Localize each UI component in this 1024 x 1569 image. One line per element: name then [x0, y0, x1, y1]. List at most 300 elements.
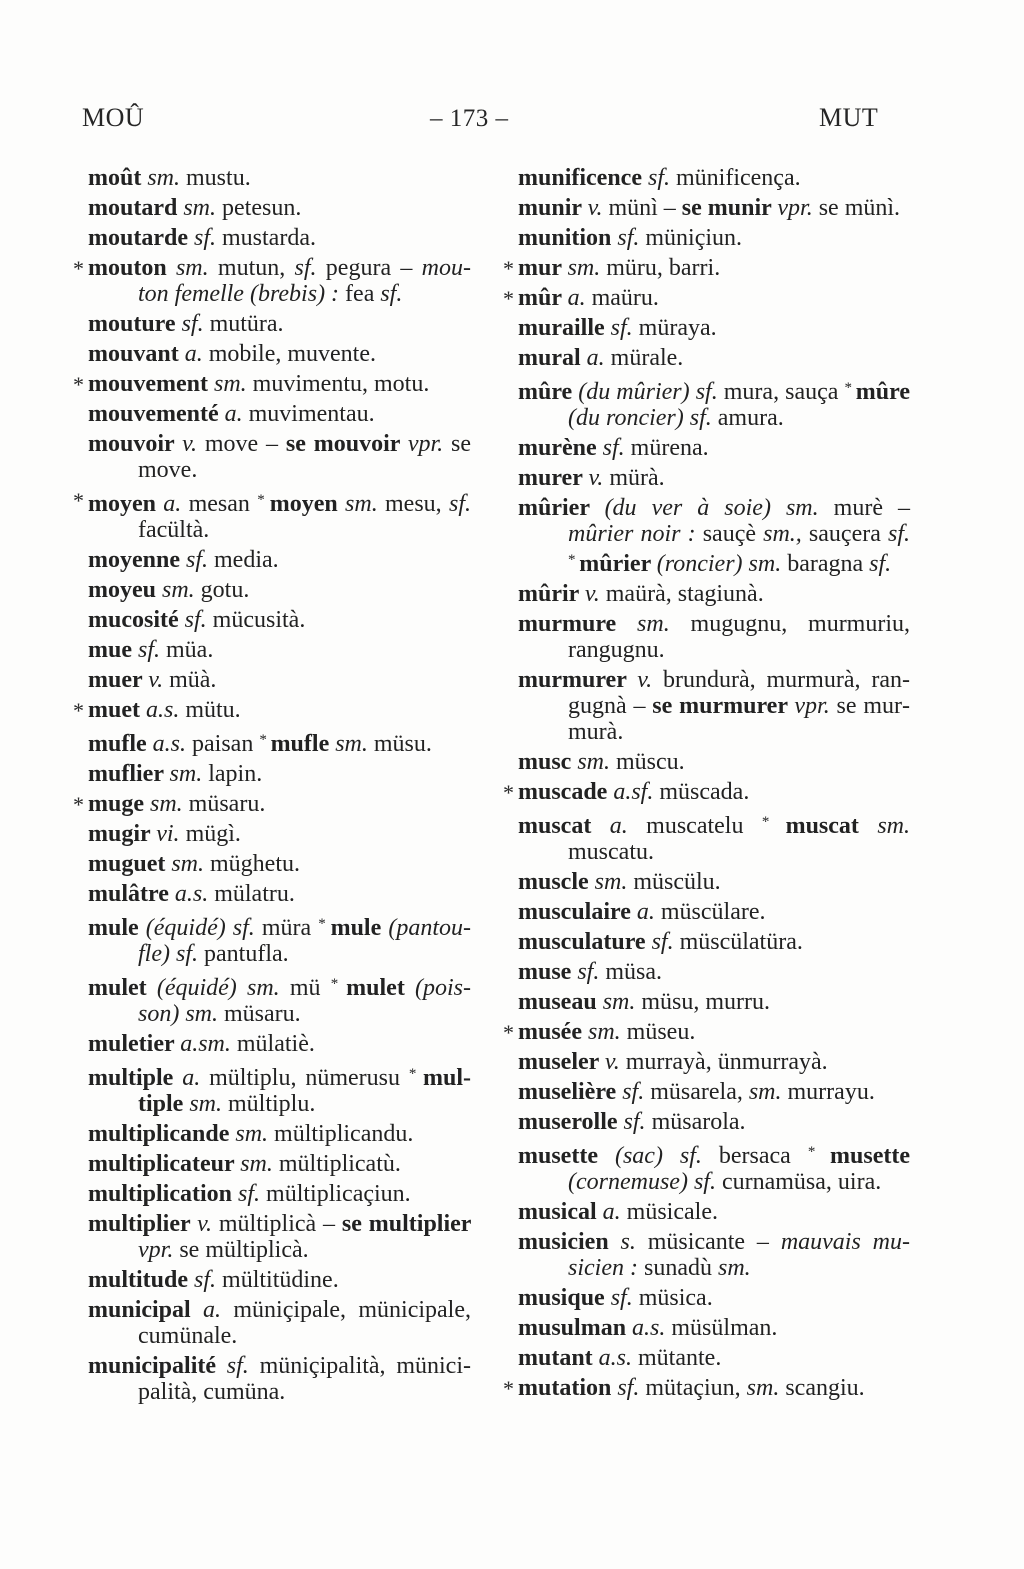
text-segment: musette [830, 1143, 911, 1169]
text-segment: musulman [518, 1315, 633, 1341]
dictionary-entry [518, 581, 910, 607]
text-segment: sf. [651, 929, 680, 955]
text-segment: mustarda. [222, 225, 316, 251]
text-segment: muscle [518, 869, 595, 895]
text-segment: mûr [518, 285, 568, 311]
text-segment: murène [518, 435, 603, 461]
text-segment: murrayà, ünmurrayà. [625, 1049, 828, 1075]
text-segment: fea [345, 281, 381, 307]
text-segment: mutun, [217, 255, 295, 281]
text-segment: munificence [518, 165, 648, 191]
text-segment: muscade [518, 779, 614, 805]
text-segment: maüru. [591, 285, 659, 311]
text-segment: sf. [138, 637, 167, 663]
column-left [73, 165, 472, 1409]
text-segment: sm. [213, 371, 253, 397]
dictionary-entry [88, 911, 471, 967]
text-segment: a.s. [632, 1315, 672, 1341]
dictionary-entry [88, 577, 471, 603]
text-segment: mültiplicà – [218, 1211, 342, 1237]
text-segment: gotu. [200, 577, 250, 603]
text-segment: mouton femelle (brebis) : [138, 255, 471, 307]
text-segment: a. [636, 899, 661, 925]
text-segment: a.s. [174, 881, 215, 907]
dictionary-entry [88, 1151, 471, 1177]
text-segment: multiplier [88, 1211, 198, 1237]
dictionary-entry [518, 959, 910, 985]
text-segment: sm. [746, 1375, 786, 1401]
text-segment: mültiplicaçiun. [266, 1181, 411, 1207]
guide-word-right: MUT [819, 103, 879, 132]
text-segment: müsicale. [626, 1199, 718, 1225]
dictionary-entry [518, 899, 910, 925]
dictionary-entry [88, 667, 471, 693]
text-segment: sf. [610, 1285, 639, 1311]
text-segment: a.s. [598, 1345, 639, 1371]
text-segment: municipal [88, 1297, 204, 1323]
text-segment: müscada. [659, 779, 750, 805]
text-segment: mouvementé [88, 401, 225, 427]
dictionary-entry [88, 1267, 471, 1293]
text-segment: se munir [681, 195, 778, 221]
text-segment: sm. [235, 1121, 275, 1147]
page-number: – 173 – [430, 105, 509, 132]
dictionary-entry [518, 1139, 910, 1195]
text-segment: mue [88, 637, 138, 663]
text-segment: a. [182, 1065, 210, 1091]
column-right [503, 165, 911, 1405]
dictionary-entry [518, 435, 910, 461]
text-segment: multiplicateur [88, 1151, 241, 1177]
text-segment: mesu, [385, 491, 449, 517]
dictionary-entry [518, 315, 910, 341]
text-segment: muse [518, 959, 578, 985]
dictionary-entry [518, 165, 910, 191]
text-segment: sunadù [643, 1255, 718, 1281]
text-segment: müsu, murru. [641, 989, 771, 1015]
text-segment: müà. [169, 667, 217, 693]
text-segment: sm. [717, 1255, 751, 1281]
text-segment: müsülman. [671, 1315, 778, 1341]
text-segment: facültà. [138, 517, 210, 543]
text-segment: mütu. [185, 697, 241, 723]
dictionary-entry [518, 1199, 910, 1225]
dictionary-entry [518, 869, 910, 895]
dictionary-entry [503, 285, 910, 311]
text-segment: muserolle [518, 1109, 624, 1135]
dictionary-entry [518, 1229, 910, 1281]
text-segment: museler [518, 1049, 605, 1075]
text-segment: sf. [294, 255, 326, 281]
text-segment: mouvement [88, 371, 214, 397]
dictionary-entry [518, 929, 910, 955]
text-segment: sf. [887, 521, 910, 547]
text-segment: sf. [181, 311, 210, 337]
dictionary-entry [518, 495, 910, 577]
dictionary-entry [518, 1079, 910, 1105]
text-segment: v. [182, 431, 205, 457]
dictionary-entry [518, 611, 910, 663]
text-segment: sm. [637, 611, 691, 637]
dictionary-entry [88, 165, 471, 191]
text-segment: mur [518, 255, 568, 281]
dictionary-entry [503, 255, 910, 281]
text-segment: munition [518, 225, 618, 251]
text-segment: münì – [608, 195, 682, 221]
inline-asterisk-separator: * [330, 976, 347, 992]
text-segment: mültiplu. [228, 1091, 316, 1117]
text-segment: muraille [518, 315, 611, 341]
text-segment: mauvais musicien : [568, 1229, 911, 1281]
dictionary-entry [88, 1211, 471, 1263]
text-segment: müsarela, [650, 1079, 749, 1105]
text-segment: müsa. [605, 959, 663, 985]
text-segment: curnamüsa, uira. [721, 1169, 882, 1195]
dictionary-entry [88, 1181, 471, 1207]
dictionary-entry [73, 697, 471, 723]
dictionary-entry [88, 971, 471, 1027]
text-segment: sm. [169, 761, 209, 787]
text-segment: brundurà, murmurà, rangugnà – [568, 667, 910, 719]
dictionary-entry [518, 749, 910, 775]
dictionary-entry [88, 1031, 471, 1057]
text-segment: a. [586, 345, 611, 371]
text-segment: musc [518, 749, 578, 775]
text-segment: sf. [238, 1181, 267, 1207]
margin-asterisk-marker: * [503, 1376, 514, 1401]
dictionary-entry [88, 195, 471, 221]
text-segment: muguet [88, 851, 172, 877]
dictionary-entry [518, 1109, 910, 1135]
text-segment: v. [604, 1049, 626, 1075]
dictionary-entry [73, 371, 471, 397]
text-segment: müscülu. [633, 869, 721, 895]
text-segment: se murmurà. [568, 693, 910, 745]
dictionary-entry [88, 761, 471, 787]
margin-asterisk-marker: * [73, 372, 84, 397]
text-segment: baragna [787, 551, 870, 577]
dictionary-entry [88, 607, 471, 633]
text-segment: müniçiun. [645, 225, 743, 251]
text-segment: moyeu [88, 577, 162, 603]
text-segment: vpr. [138, 1237, 180, 1263]
dictionary-entry [88, 727, 471, 757]
text-segment: muscat [518, 813, 610, 839]
text-segment: sm. [162, 577, 201, 603]
dictionary-entry [503, 779, 910, 805]
dictionary-entry [88, 1121, 471, 1147]
dictionary-entry [518, 375, 910, 431]
text-segment: moutarde [88, 225, 194, 251]
text-segment: (équidé) sf. [145, 915, 262, 941]
text-segment: mûrier [518, 495, 605, 521]
dictionary-entry [518, 345, 910, 371]
dictionary-entry [518, 225, 910, 251]
text-segment: müra [261, 915, 319, 941]
text-segment: multiple [138, 1065, 472, 1117]
text-segment: müniçipalità, münicipalità, cumüna. [138, 1353, 471, 1405]
text-segment: (pantoufle) sf. [138, 915, 472, 967]
text-segment: v. [148, 667, 170, 693]
text-segment: munir [518, 195, 588, 221]
text-segment: mürà. [609, 465, 665, 491]
margin-asterisk-marker: * [73, 792, 84, 817]
page-header [82, 103, 910, 135]
text-segment: sf. [577, 959, 606, 985]
text-segment: sm. [150, 791, 189, 817]
text-segment: pantufla. [204, 941, 289, 967]
text-segment: vpr. [777, 195, 819, 221]
text-segment: murmurer [518, 667, 638, 693]
dictionary-entry [518, 195, 910, 221]
text-segment: a. [163, 491, 189, 517]
text-segment: sf. [448, 491, 471, 517]
text-segment: sm. [335, 731, 374, 757]
text-segment: sm. [345, 491, 386, 517]
dictionary-entry [88, 881, 471, 907]
text-segment: müsica. [638, 1285, 713, 1311]
text-segment: muscatelu [646, 813, 762, 839]
text-segment: sauçè [702, 521, 764, 547]
text-segment: moyen [88, 491, 164, 517]
text-segment: (du ver à soie) sm. [604, 495, 834, 521]
text-segment: mülatru. [214, 881, 295, 907]
text-segment: v. [197, 1211, 219, 1237]
text-segment: paisan [192, 731, 260, 757]
text-segment: mural [518, 345, 587, 371]
text-segment: murè – [833, 495, 911, 521]
inline-asterisk-separator: * [568, 552, 580, 568]
text-segment: muge [88, 791, 150, 817]
text-segment: musique [518, 1285, 611, 1311]
text-segment: muer [88, 667, 149, 693]
text-segment: sf. [194, 1267, 223, 1293]
text-segment: mouvant [88, 341, 185, 367]
inline-asterisk-separator: * [318, 916, 331, 932]
text-segment: (sac) sf. [614, 1143, 719, 1169]
text-segment: münificença. [676, 165, 801, 191]
text-segment: scangiu. [785, 1375, 865, 1401]
text-segment: müghetu. [210, 851, 301, 877]
text-segment: a.sm. [180, 1031, 237, 1057]
text-segment: sm. [748, 1079, 788, 1105]
text-segment: mûre [855, 379, 911, 405]
text-segment: musculaire [518, 899, 637, 925]
text-segment: mûrier noir : [568, 521, 703, 547]
text-segment: muet [88, 697, 146, 723]
text-segment: müscu. [616, 749, 685, 775]
text-segment: municipalité [88, 1353, 227, 1379]
dictionary-entry [73, 255, 471, 307]
text-segment: media. [214, 547, 279, 573]
inline-asterisk-separator: * [257, 492, 270, 508]
text-segment: multitude [88, 1267, 195, 1293]
text-segment: mugugnu, murmuriu, rangugnu. [568, 611, 911, 663]
text-segment: (poisson) sm. [138, 975, 471, 1027]
text-segment: müsicante – [647, 1229, 781, 1255]
text-segment: mürena. [630, 435, 709, 461]
text-segment: se move. [138, 431, 472, 483]
text-segment: mufle [270, 731, 336, 757]
text-segment: sf. [617, 225, 646, 251]
text-segment: se mültiplicà. [179, 1237, 309, 1263]
dictionary-entry [518, 1049, 910, 1075]
text-segment: bersaca [718, 1143, 808, 1169]
text-segment: mücusità. [212, 607, 306, 633]
text-segment: müraya. [638, 315, 717, 341]
inline-asterisk-separator: * [408, 1066, 423, 1082]
text-segment: mûre [518, 379, 579, 405]
text-segment: mouture [88, 311, 182, 337]
text-segment: moyen [269, 491, 346, 517]
text-segment: amura. [717, 405, 784, 431]
text-segment: moutard [88, 195, 184, 221]
text-segment: sm. [587, 1019, 627, 1045]
text-segment: mucosité [88, 607, 185, 633]
dictionary-entry [73, 791, 471, 817]
margin-asterisk-marker: * [73, 256, 84, 281]
dictionary-entry [88, 431, 471, 483]
text-segment: mulâtre [88, 881, 175, 907]
text-segment: mouvoir [88, 431, 183, 457]
text-segment: sm. [147, 165, 187, 191]
text-segment: müsaru. [188, 791, 266, 817]
text-segment: museau [518, 989, 603, 1015]
text-segment: vpr. [794, 693, 837, 719]
margin-asterisk-marker: * [73, 488, 84, 513]
text-segment: lapin. [208, 761, 263, 787]
dictionary-columns [73, 165, 1024, 1409]
text-segment: moût [88, 165, 148, 191]
text-segment: muscat [785, 813, 878, 839]
text-segment: vi. [156, 821, 186, 847]
text-segment: multiplicande [88, 1121, 236, 1147]
margin-asterisk-marker: * [73, 698, 84, 723]
dictionary-entry [88, 547, 471, 573]
text-segment: mürale. [610, 345, 684, 371]
text-segment: mutation [518, 1375, 618, 1401]
text-segment: sf. [602, 435, 631, 461]
text-segment: se murmurer [652, 693, 795, 719]
text-segment: multiple [88, 1065, 183, 1091]
text-segment: mü [289, 975, 331, 1001]
text-segment: sm. [240, 1151, 279, 1177]
text-segment: sf. [193, 225, 222, 251]
text-segment: musical [518, 1199, 603, 1225]
text-segment: sf. [186, 547, 215, 573]
text-segment: sf. [623, 1109, 652, 1135]
text-segment: mutüra. [209, 311, 284, 337]
text-segment: maürà, stagiunà. [605, 581, 764, 607]
dictionary-entry [503, 1019, 910, 1045]
text-segment: a. [184, 341, 209, 367]
text-segment: mugir [88, 821, 157, 847]
text-segment: muvimentu, motu. [252, 371, 430, 397]
dictionary-entry [88, 311, 471, 337]
text-segment: sm. [602, 989, 642, 1015]
text-segment: mura, sauça [723, 379, 845, 405]
text-segment: mütaçiun, [645, 1375, 747, 1401]
dictionary-entry [88, 401, 471, 427]
text-segment: a. [203, 1297, 234, 1323]
text-segment: müscülare. [660, 899, 766, 925]
text-segment: mültiplicandu. [274, 1121, 414, 1147]
text-segment: muletier [88, 1031, 181, 1057]
text-segment: v. [588, 465, 610, 491]
text-segment: müsaru. [224, 1001, 301, 1027]
text-segment: muscatu. [568, 839, 654, 865]
dictionary-entry [518, 1345, 910, 1371]
text-segment: sauçera [808, 521, 888, 547]
text-segment: mülatiè. [236, 1031, 315, 1057]
text-segment: sm. [877, 813, 910, 839]
text-segment: a.s. [145, 697, 186, 723]
text-segment: petesun. [222, 195, 302, 221]
dictionary-entry [88, 1297, 471, 1349]
margin-asterisk-marker: * [503, 256, 514, 281]
text-segment: a. [609, 813, 647, 839]
text-segment: move – [204, 431, 286, 457]
text-segment: mulet [346, 975, 415, 1001]
text-segment: musée [518, 1019, 588, 1045]
text-segment: sm. [175, 255, 218, 281]
inline-asterisk-separator: * [807, 1144, 831, 1160]
margin-asterisk-marker: * [503, 286, 514, 311]
text-segment: mügì. [185, 821, 241, 847]
text-segment: mültitüdine. [222, 1267, 339, 1293]
inline-asterisk-separator: * [761, 814, 786, 830]
text-segment: (roncier) sm. [656, 551, 788, 577]
text-segment: mobile, muvente. [208, 341, 376, 367]
text-segment: se multiplier [341, 1211, 472, 1237]
text-segment: mesan [188, 491, 258, 517]
margin-asterisk-marker: * [503, 780, 514, 805]
text-segment: mouton [88, 255, 176, 281]
text-segment: multiplication [88, 1181, 239, 1207]
text-segment: se münì. [818, 195, 901, 221]
dictionary-entry [88, 851, 471, 877]
dictionary-entry [518, 989, 910, 1015]
text-segment: (cornemuse) sf. [568, 1169, 722, 1195]
text-segment: murmure [518, 611, 638, 637]
dictionary-entry [518, 465, 910, 491]
text-segment: v. [584, 581, 606, 607]
text-segment: mufle [88, 731, 153, 757]
text-segment: (du roncier) sf. [568, 405, 718, 431]
text-segment: muflier [88, 761, 170, 787]
text-segment: a.sf. [613, 779, 660, 805]
text-segment: müsu. [373, 731, 432, 757]
text-segment: mutant [518, 1345, 599, 1371]
text-segment: sm. [594, 869, 634, 895]
text-segment: mütante. [638, 1345, 722, 1371]
text-segment: müseu. [626, 1019, 696, 1045]
text-segment: (équidé) sm. [156, 975, 290, 1001]
text-segment: müniçipale, münicipale, cumünale. [138, 1297, 471, 1349]
text-segment: se mouvoir [285, 431, 408, 457]
text-segment: müscülatüra. [679, 929, 803, 955]
dictionary-entry [518, 809, 910, 865]
text-segment: a. [602, 1199, 627, 1225]
dictionary-entry [518, 1315, 910, 1341]
text-segment: sf. [622, 1079, 651, 1105]
text-segment: sf. [380, 281, 403, 307]
text-segment: vpr. [407, 431, 452, 457]
dictionary-entry [518, 1285, 910, 1311]
text-segment: sf. [184, 607, 213, 633]
text-segment: sm., [763, 521, 809, 547]
text-segment: sf. [617, 1375, 646, 1401]
